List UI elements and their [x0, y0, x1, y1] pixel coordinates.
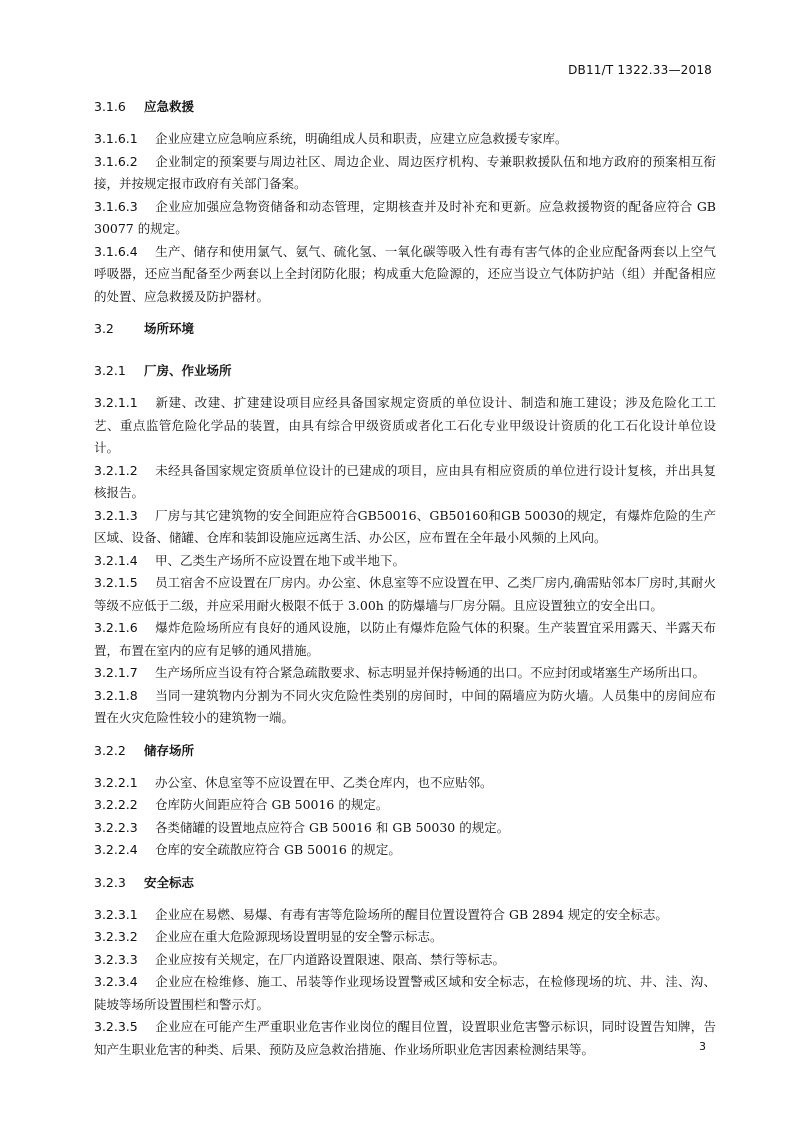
clause-paragraph	[94, 505, 716, 550]
document-id: DB11/T 1322.33—2018	[568, 63, 712, 77]
section-title: 储存场所	[144, 742, 195, 758]
clause-paragraph	[94, 794, 716, 817]
clause-number: 3.2.3.4	[94, 974, 138, 989]
section-gap	[94, 730, 716, 740]
clause-paragraph	[94, 971, 716, 1016]
clause-text: 办公室、休息室等不应设置在甲、乙类仓库内，也不应贴邻。	[155, 774, 493, 790]
clause-paragraph	[94, 926, 716, 949]
clause-paragraph	[94, 241, 716, 309]
section-title: 应急救援	[144, 99, 195, 114]
clause-paragraph	[94, 839, 716, 862]
clause-number: 3.1.6.2	[94, 153, 138, 169]
clause-paragraph	[94, 460, 716, 505]
section-gap	[94, 862, 716, 872]
clause-number: 3.2.1.2	[94, 462, 138, 478]
clause-paragraph	[94, 617, 716, 662]
clause-text: 仓库防火间距应符合 GB 50016 的规定。	[155, 797, 389, 812]
clause-paragraph	[94, 128, 716, 151]
clause-text: 企业制定的预案要与周边社区、周边企业、周边医疗机构、专兼职救援队伍和地方政府的预案相互衔接，并按规定报市政府有关部门备案。	[94, 153, 716, 191]
clause-number: 3.2.2.1	[94, 774, 138, 790]
clause-number: 3.2.3.2	[94, 929, 138, 944]
clause-paragraph	[94, 392, 716, 460]
clause-number: 3.1.6.1	[94, 131, 138, 146]
clause-text: 新建、改建、扩建建设项目应经具备国家规定资质的单位设计、制造和施工建设；涉及危险化工工艺、重点监管危险化学品的装置，由具有综合甲级资质或者化工石化专业甲级设计资质的化工石化设计单位设计。	[94, 395, 716, 455]
section-number: 3.2.1	[94, 363, 126, 378]
clause-number: 3.2.3.3	[94, 951, 138, 967]
section-title: 厂房、作业场所	[144, 363, 232, 378]
clause-paragraph	[94, 685, 716, 730]
clause-text: 当同一建筑物内分割为不同火灾危险性类别的房间时，中间的隔墙应为防火墙。人员集中的房间应布置在火灾危险性较小的建筑物一端。	[94, 687, 716, 725]
page-number: 3	[699, 1040, 706, 1053]
clause-paragraph	[94, 196, 716, 241]
clause-paragraph	[94, 550, 716, 573]
clause-text: 企业应在可能产生严重职业危害作业岗位的醒目位置，设置职业危害警示标识，同时设置告知牌，告知产生职业危害的种类、后果、预防及应急救治措施、作业场所职业危害因素检测结果等。	[94, 1019, 716, 1057]
clause-paragraph	[94, 1016, 716, 1061]
section-number: 3.2.3	[94, 874, 126, 890]
section-title: 场所环境	[144, 321, 195, 336]
clause-paragraph	[94, 817, 716, 840]
clause-number: 3.2.2.2	[94, 797, 138, 812]
clause-text: 厂房与其它建筑物的安全间距应符合GB50016、GB50160和GB 50030的规定，有爆炸危险的生产区域、设备、储罐、仓库和装卸设施应远离生活、办公区，应布置在全年最小风频的上风向。	[94, 507, 716, 545]
clause-number: 3.1.6.4	[94, 243, 138, 259]
section-heading	[94, 318, 716, 340]
clause-text: 生产、储存和使用氯气、氨气、硫化氢、一氧化碳等吸入性有毒有害气体的企业应配备两套以上空气呼吸器，还应当配备至少两套以上全封闭防化服；构成重大危险源的，还应当设立气体防护站（组）并配备相应的处置、应急救援及防护器材。	[94, 243, 716, 304]
clause-number: 3.2.1.3	[94, 507, 138, 523]
clause-paragraph	[94, 904, 716, 927]
clause-text: 生产场所应当设有符合紧急疏散要求、标志明显并保持畅通的出口。不应封闭或堵塞生产场所出口。	[155, 665, 706, 680]
clause-number: 3.2.3.5	[94, 1019, 138, 1034]
clause-number: 3.2.1.1	[94, 395, 138, 410]
clause-number: 3.2.1.8	[94, 687, 138, 703]
clause-text: 甲、乙类生产场所不应设置在地下或半地下。	[155, 552, 406, 568]
clause-number: 3.2.1.7	[94, 665, 138, 680]
clause-paragraph	[94, 662, 716, 685]
clause-text: 仓库的安全疏散应符合 GB 50016 的规定。	[155, 842, 401, 857]
section-number: 3.2.2	[94, 742, 126, 758]
section-number: 3.2	[94, 321, 114, 336]
clause-number: 3.1.6.3	[94, 198, 138, 214]
clause-paragraph	[94, 772, 716, 795]
clause-text: 爆炸危险场所应有良好的通风设施，以防止有爆炸危险气体的积聚。生产装置宜采用露天、半露天布置，布置在室内的应有足够的通风措施。	[94, 620, 716, 658]
section-heading	[94, 96, 716, 118]
section-number: 3.1.6	[94, 99, 126, 114]
section-title: 安全标志	[144, 874, 195, 890]
clause-text: 企业应建立应急响应系统，明确组成人员和职责，应建立应急救援专家库。	[155, 131, 568, 146]
section-heading	[94, 740, 716, 762]
section-gap	[94, 350, 716, 360]
clause-text: 企业应按有关规定，在厂内道路设置限速、限高、禁行等标志。	[155, 951, 506, 967]
clause-number: 3.2.1.6	[94, 620, 138, 635]
section-heading	[94, 872, 716, 894]
clause-number: 3.2.2.4	[94, 842, 138, 857]
clause-number: 3.2.1.5	[94, 575, 138, 590]
clause-number: 3.2.3.1	[94, 906, 138, 922]
clause-text: 企业应在易燃、易爆、有毒有害等危险场所的醒目位置设置符合 GB 2894 规定的安全标志。	[155, 906, 668, 922]
document-body	[94, 96, 716, 1061]
clause-text: 企业应在检维修、施工、吊装等作业现场设置警戒区域和安全标志，在检修现场的坑、井、洼、沟、陡坡等场所设置围栏和警示灯。	[94, 974, 716, 1012]
clause-number: 3.2.1.4	[94, 552, 138, 568]
clause-paragraph	[94, 949, 716, 972]
clause-number: 3.2.2.3	[94, 819, 138, 835]
clause-text: 各类储罐的设置地点应符合 GB 50016 和 GB 50030 的规定。	[155, 819, 510, 835]
clause-text: 未经具备国家规定资质单位设计的已建成的项目，应由具有相应资质的单位进行设计复核，并出具复核报告。	[94, 462, 716, 500]
clause-text: 企业应加强应急物资储备和动态管理，定期核查并及时补充和更新。应急救援物资的配备应符合 GB 30077 的规定。	[94, 198, 716, 236]
clause-text: 企业应在重大危险源现场设置明显的安全警示标志。	[155, 929, 443, 944]
section-heading	[94, 360, 716, 382]
clause-text: 员工宿舍不应设置在厂房内。办公室、休息室等不应设置在甲、乙类厂房内,确需贴邻本厂房时,其耐火等级不应低于二级，并应采用耐火极限不低于 3.00h 的防爆墙与厂房分隔。且应设置独立的安全出口。	[94, 575, 716, 613]
clause-paragraph	[94, 151, 716, 196]
clause-paragraph	[94, 572, 716, 617]
section-gap	[94, 308, 716, 318]
